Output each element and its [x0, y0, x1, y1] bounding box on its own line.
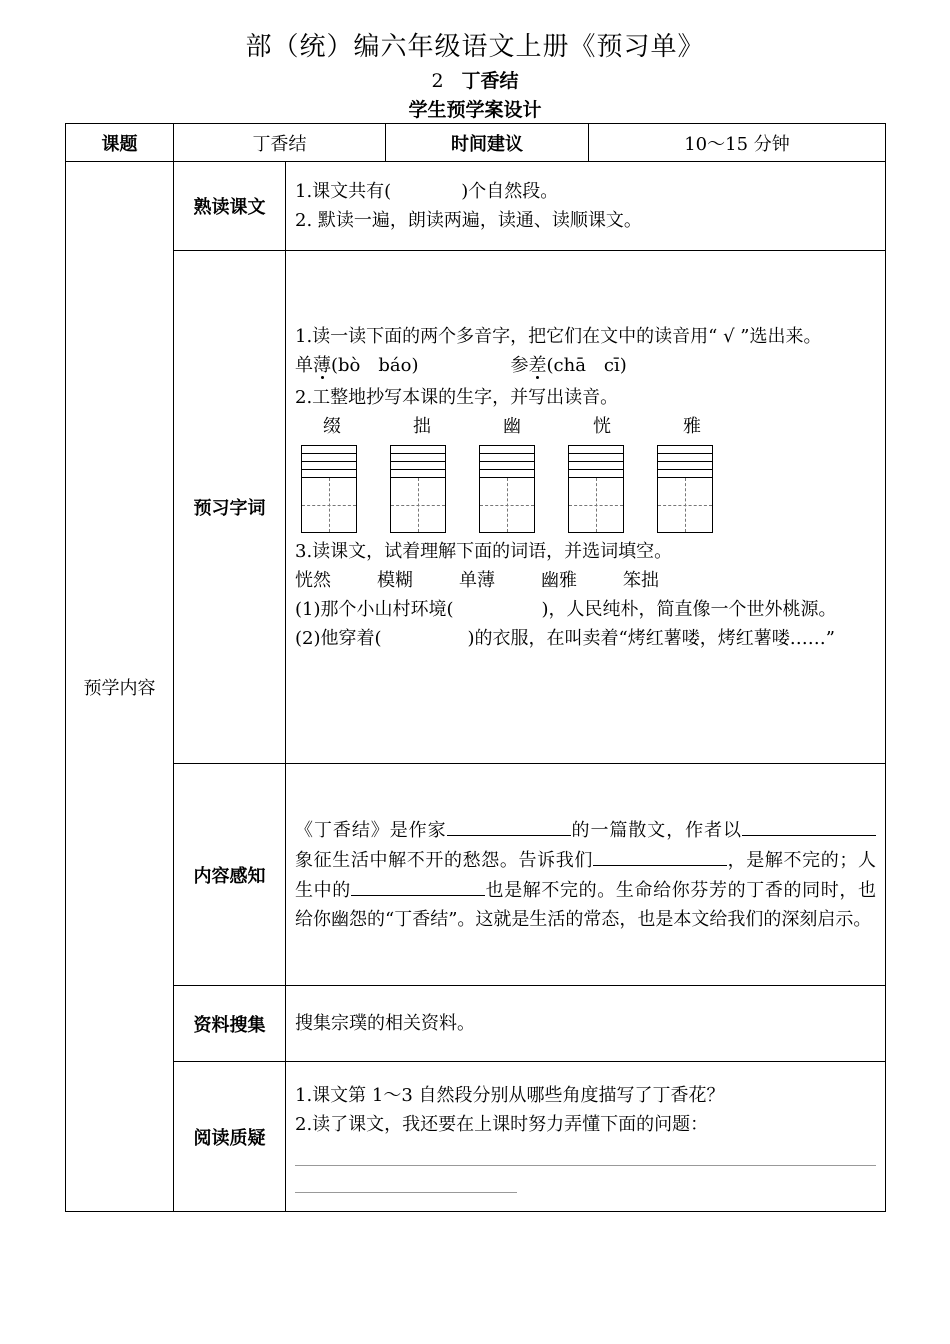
- lesson-title: 丁香结: [461, 70, 519, 92]
- perception-label: 内容感知: [174, 764, 286, 986]
- polyphone-pinyin-1[interactable]: (bò báo): [331, 354, 419, 376]
- section-label: 预学内容: [66, 162, 174, 1212]
- answer-line-2[interactable]: [295, 1166, 517, 1193]
- perception-row: [66, 764, 886, 986]
- lesson-blank-2[interactable]: [351, 875, 485, 896]
- writing-grid[interactable]: [301, 445, 357, 533]
- char-1: 缀: [323, 415, 341, 437]
- symbol-blank[interactable]: [742, 815, 876, 836]
- vocab-row: [66, 251, 886, 764]
- polyphone-char-bo: 薄: [313, 354, 331, 376]
- materials-text: 搜集宗璞的相关资料。: [286, 986, 886, 1062]
- subtitle: 学生预学案设计: [408, 99, 542, 121]
- writing-grid[interactable]: [657, 445, 713, 533]
- reading-q2: 2. 默读一遍，朗读两遍，读通、读顺课文。: [295, 210, 642, 231]
- reading-content: [286, 162, 886, 251]
- materials-row: [66, 986, 886, 1062]
- vocab-content: [286, 251, 886, 764]
- lesson-number: 2: [431, 70, 444, 92]
- char-2: 拙: [413, 415, 431, 437]
- header-row: [66, 124, 886, 162]
- perception-text: 《丁香结》是作家 的一篇散文，作者以象征生活中解不开的愁怨。告诉我们 ，是解不完的；人生中的 也是解不完的。生命给你芬芳的丁香的同时，也给你幽怨的“丁香结”。这就是生活的常态，也是本文给我们的深刻启示。: [295, 815, 876, 934]
- char-4: 恍: [593, 415, 611, 437]
- question-2: 2.读了课文，我还要在上课时努力弄懂下面的问题：: [295, 1113, 709, 1135]
- time-value: 10～15 分钟: [589, 124, 886, 162]
- writing-grids: [301, 445, 876, 533]
- lesson-blank-1[interactable]: [593, 845, 727, 866]
- polyphone-line: 单薄(bò báo) 参差(chā cī): [295, 354, 627, 376]
- option-4: 幽雅: [541, 569, 577, 591]
- perception-content: [286, 764, 886, 986]
- char-5: 雅: [683, 415, 701, 437]
- topic-label: 课题: [66, 124, 174, 162]
- topic-value: 丁香结: [174, 124, 386, 162]
- page-title: 部（统）编六年级语文上册《预习单》: [245, 32, 705, 62]
- reading-row: [66, 162, 886, 251]
- word-options: [295, 566, 876, 595]
- new-characters: [323, 412, 876, 441]
- sentence-2: (2)他穿着( )的衣服，在叫卖着“烤红薯喽，烤红薯喽……”: [295, 627, 835, 649]
- vocab-label: 预习字词: [174, 251, 286, 764]
- author-blank[interactable]: [447, 815, 571, 836]
- option-5: 笨拙: [623, 569, 659, 591]
- questions-label: 阅读质疑: [174, 1062, 286, 1212]
- vocab-q2: 2.工整地抄写本课的生字，并写出读音。: [295, 386, 619, 408]
- option-2: 模糊: [377, 569, 413, 591]
- polyphone-pinyin-2[interactable]: (chā cī): [546, 354, 627, 376]
- vocab-q3: 3.读课文，试着理解下面的词语，并选词填空。: [295, 540, 673, 562]
- preview-sheet-table: [65, 123, 886, 1212]
- char-3: 幽: [503, 415, 521, 437]
- sentence-1: (1)那个小山村环境( )，人民纯朴，简直像一个世外桃源。: [295, 598, 837, 620]
- questions-content: [286, 1062, 886, 1212]
- reading-label: 熟读课文: [174, 162, 286, 251]
- lesson-heading: [0, 66, 950, 93]
- vocab-q1: 1.读一读下面的两个多音字，把它们在文中的读音用“ √ ”选出来。: [295, 325, 822, 347]
- questions-row: [66, 1062, 886, 1212]
- time-label: 时间建议: [386, 124, 589, 162]
- writing-grid[interactable]: [390, 445, 446, 533]
- answer-line-1[interactable]: [295, 1139, 876, 1166]
- polyphone-char-cha: 差: [528, 354, 547, 376]
- writing-grid[interactable]: [568, 445, 624, 533]
- question-1: 1.课文第 1～3 自然段分别从哪些角度描写了丁香花？: [295, 1084, 725, 1106]
- option-3: 单薄: [459, 569, 495, 591]
- option-1: 恍然: [295, 569, 331, 591]
- reading-q1: 1.课文共有( )个自然段。: [295, 181, 559, 202]
- materials-label: 资料搜集: [174, 986, 286, 1062]
- writing-grid[interactable]: [479, 445, 535, 533]
